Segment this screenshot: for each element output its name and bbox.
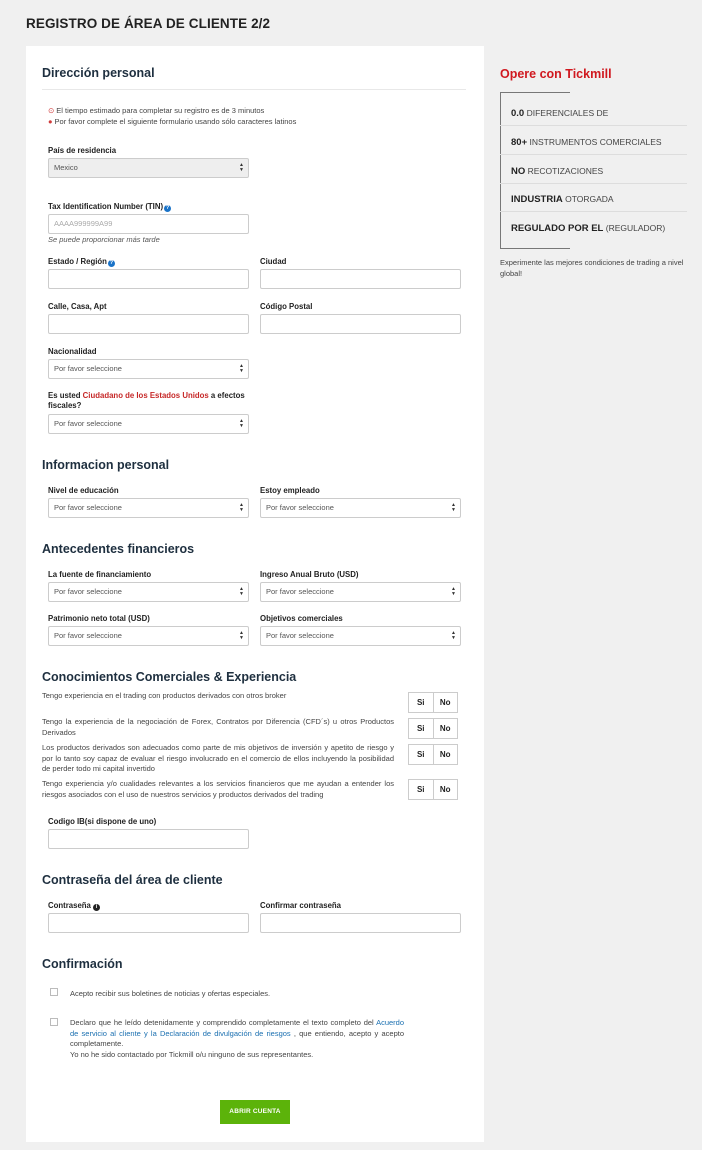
experience-question: Tengo experiencia en el trading con productos derivados con otros broker: [42, 691, 287, 700]
education-select[interactable]: Por favor seleccione ▲ ▼: [48, 498, 249, 518]
experience-question: Tengo la experiencia de la negociación de Forex, Contratos por Diferencia (CFD´s) u otros Productos Derivados: [42, 717, 394, 737]
no-button[interactable]: No: [434, 744, 459, 765]
us-citizen-label: Es usted Ciudadano de los Estados Unidos a efectos fiscales?: [48, 391, 245, 410]
divider: [500, 154, 687, 155]
select-caret-icon: ▲ ▼: [239, 418, 244, 429]
city-label: Ciudad: [260, 257, 287, 266]
select-caret-icon: ▲ ▼: [239, 630, 244, 641]
section-title-confirmation: Confirmación: [42, 957, 123, 971]
no-button[interactable]: No: [434, 692, 459, 713]
select-caret-icon: ▲ ▼: [451, 630, 456, 641]
ib-code-label: Codigo IB(si dispone de uno): [48, 817, 157, 826]
newsletter-text: Acepto recibir sus boletines de noticias y ofertas especiales.: [70, 989, 271, 998]
country-label: País de residencia: [48, 146, 117, 155]
networth-label: Patrimonio neto total (USD): [48, 614, 150, 623]
networth-select[interactable]: Por favor seleccione ▲ ▼: [48, 626, 249, 646]
confirm-password-input[interactable]: [260, 913, 461, 933]
us-citizen-link[interactable]: Ciudadano de los Estados Unidos: [82, 391, 209, 400]
sidebar-title: Opere con Tickmill: [500, 67, 612, 81]
country-select[interactable]: Mexico ▲ ▼: [48, 158, 249, 178]
divider: [500, 211, 687, 212]
open-account-button[interactable]: ABRIR CUENTA: [220, 1100, 290, 1124]
alert-icon: ●: [48, 117, 53, 126]
nationality-label: Nacionalidad: [48, 347, 97, 356]
password-input[interactable]: [48, 913, 249, 933]
help-icon[interactable]: ?: [165, 205, 170, 211]
yes-button[interactable]: Si: [408, 718, 434, 739]
terms-text: Declaro que he leído detenidamente y comprendido completamente el texto completo del Acuerdo de servicio al cliente y la Declaración de divulgación de riesgos , que entiendo, acepto y acepto completamente. Yo no he sido contactado por Tickmill o/u ninguno de sus representantes.: [70, 1018, 404, 1059]
objectives-select[interactable]: Por favor seleccione ▲ ▼: [260, 626, 461, 646]
terms-link[interactable]: Acuerdo de servicio al cliente y la Declaración de divulgación de riesgos: [70, 1018, 404, 1038]
section-title-password: Contraseña del área de cliente: [42, 873, 223, 887]
section-title-financial: Antecedentes financieros: [42, 542, 195, 556]
section-title-experience: Conocimientos Comerciales & Experiencia: [42, 670, 297, 684]
sidebar-feature: REGULADO POR EL (REGULADOR): [511, 223, 666, 234]
select-caret-icon: ▲ ▼: [239, 162, 244, 173]
education-label: Nivel de educación: [48, 486, 119, 495]
yes-no-toggle: [408, 718, 458, 739]
sidebar-bracket-bottom: [500, 248, 570, 249]
funding-select[interactable]: Por favor seleccione ▲ ▼: [48, 582, 249, 602]
funding-label: La fuente de financiamiento: [48, 570, 152, 579]
experience-question: Los productos derivados son adecuados como parte de mis objetivos de inversión y apetito de riesgo y por lo tanto soy capaz de evaluar el riesgo involucrado en el comercio de ellos incluyendo la posibilidad de perder todo mi capital invertido: [42, 743, 394, 773]
page-title: REGISTRO DE ÁREA DE CLIENTE 2/2: [26, 16, 271, 31]
info-note: ⊙ El tiempo estimado para completar su registro es de 3 minutos: [48, 106, 265, 115]
tin-input[interactable]: AAAA999999A99: [48, 214, 249, 234]
no-button[interactable]: No: [434, 718, 459, 739]
sidebar-bracket-top: [500, 92, 570, 93]
confirm-password-label: Confirmar contraseña: [260, 901, 342, 910]
yes-button[interactable]: Si: [408, 779, 434, 800]
select-caret-icon: ▲ ▼: [239, 586, 244, 597]
tin-hint: Se puede proporcionar más tarde: [48, 235, 160, 244]
registration-form: [26, 46, 484, 1142]
postal-label: Código Postal: [260, 302, 313, 311]
street-label: Calle, Casa, Apt: [48, 302, 107, 311]
nationality-select[interactable]: Por favor seleccione ▲ ▼: [48, 359, 249, 379]
state-input[interactable]: [48, 269, 249, 289]
sidebar-feature: NO RECOTIZACIONES: [511, 166, 604, 177]
select-caret-icon: ▲ ▼: [239, 363, 244, 374]
yes-no-toggle: [408, 779, 458, 800]
divider: [500, 125, 687, 126]
clock-icon: ⊙: [48, 106, 55, 115]
yes-no-toggle: [408, 692, 458, 713]
help-icon[interactable]: ?: [109, 260, 114, 266]
income-label: Ingreso Anual Bruto (USD): [260, 570, 359, 579]
newsletter-checkbox[interactable]: [50, 988, 58, 996]
objectives-label: Objetivos comerciales: [260, 614, 343, 623]
section-title-personal: Informacion personal: [42, 458, 170, 472]
state-label: Estado / Región ?: [48, 257, 114, 266]
select-caret-icon: ▲ ▼: [239, 502, 244, 513]
divider: [500, 183, 687, 184]
sidebar-feature: 0.0 DIFERENCIALES DE: [511, 108, 609, 119]
city-input[interactable]: [260, 269, 461, 289]
sidebar-bracket: [500, 92, 501, 248]
street-input[interactable]: [48, 314, 249, 334]
sidebar-footer: Experimente las mejores condiciones de trading a nivel global!: [500, 258, 684, 278]
employed-select[interactable]: Por favor seleccione ▲ ▼: [260, 498, 461, 518]
yes-button[interactable]: Si: [408, 692, 434, 713]
select-caret-icon: ▲ ▼: [451, 502, 456, 513]
no-button[interactable]: No: [434, 779, 459, 800]
postal-input[interactable]: [260, 314, 461, 334]
sidebar-feature: 80+ INSTRUMENTOS COMERCIALES: [511, 137, 662, 148]
terms-checkbox[interactable]: [50, 1018, 58, 1026]
ib-code-input[interactable]: [48, 829, 249, 849]
yes-no-toggle: [408, 744, 458, 765]
info-note: ● Por favor complete el siguiente formulario usando sólo caracteres latinos: [48, 117, 297, 126]
section-title-address: Dirección personal: [42, 66, 155, 80]
experience-question: Tengo experiencia y/o cualidades relevantes a los servicios financieros que me ayudan a entender los riesgos asociados con el uso de nuestros servicios y productos derivados del trading: [42, 779, 394, 799]
us-citizen-select[interactable]: Por favor seleccione ▲ ▼: [48, 414, 249, 434]
employed-label: Estoy empleado: [260, 486, 320, 495]
yes-button[interactable]: Si: [408, 744, 434, 765]
password-label: Contraseña i: [48, 901, 100, 911]
sidebar-feature: INDUSTRIA OTORGADA: [511, 194, 614, 205]
income-select[interactable]: Por favor seleccione ▲ ▼: [260, 582, 461, 602]
info-icon[interactable]: i: [93, 904, 100, 911]
select-caret-icon: ▲ ▼: [451, 586, 456, 597]
tin-label: Tax Identification Number (TIN) ?: [48, 202, 170, 211]
divider: [42, 89, 466, 90]
